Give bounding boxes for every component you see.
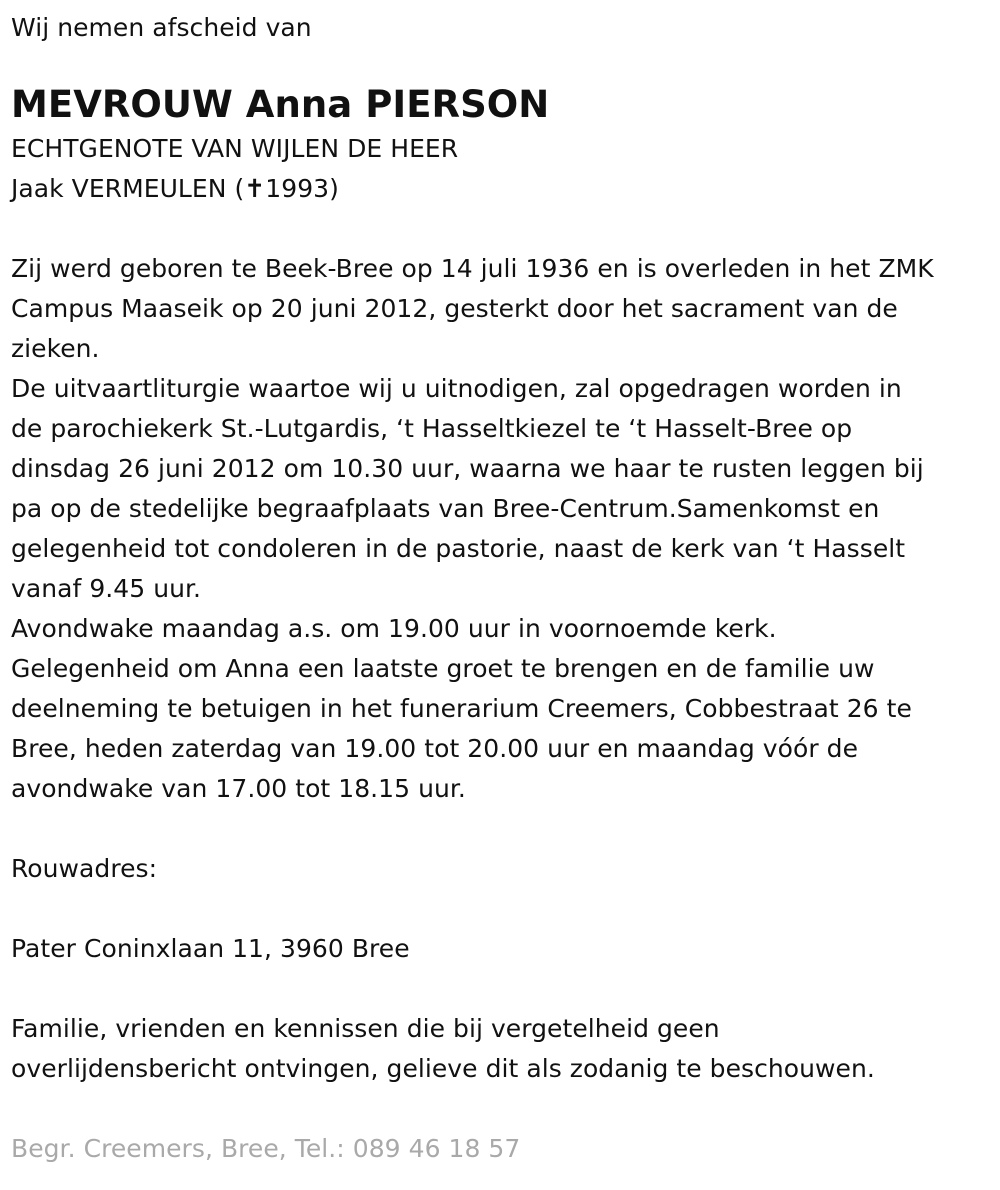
blank-line bbox=[11, 209, 988, 249]
relation-line-2: Jaak VERMEULEN (✝1993) bbox=[11, 174, 339, 203]
deceased-name: MEVROUW Anna PIERSON bbox=[11, 83, 550, 126]
text-line: Avondwake maandag a.s. om 19.00 uur in voornoemde kerk. bbox=[11, 614, 777, 643]
visitation-paragraph bbox=[11, 649, 988, 809]
text-line: De uitvaartliturgie waartoe wij u uitnodigen, zal opgedragen worden in bbox=[11, 374, 902, 403]
text-line: overlijdensbericht ontvingen, gelieve dit als zodanig te beschouwen. bbox=[11, 1054, 875, 1083]
text-line: Campus Maaseik op 20 juni 2012, gesterkt door het sacrament van de bbox=[11, 294, 898, 323]
blank-line bbox=[11, 969, 988, 1009]
blank-line bbox=[11, 1089, 988, 1129]
text-line: Bree, heden zaterdag van 19.00 tot 20.00 uur en maandag vóór de bbox=[11, 734, 858, 763]
text-line: Zij werd geboren te Beek-Bree op 14 juli 1936 en is overleden in het ZMK bbox=[11, 254, 934, 283]
text-line: gelegenheid tot condoleren in de pastorie, naast de kerk van ‘t Hasselt bbox=[11, 534, 906, 563]
text-line: dinsdag 26 juni 2012 om 10.30 uur, waarna we haar te rusten leggen bij bbox=[11, 454, 924, 483]
intro-text: Wij nemen afscheid van bbox=[11, 13, 312, 42]
birth-death-paragraph bbox=[11, 249, 988, 369]
text-line: pa op de stedelijke begraafplaats van Bree-Centrum.Samenkomst en bbox=[11, 494, 880, 523]
vigil-paragraph bbox=[11, 609, 988, 649]
text-line: de parochiekerk St.-Lutgardis, ‘t Hasseltkiezel te ‘t Hasselt-Bree op bbox=[11, 414, 853, 443]
text-line: deelneming te betuigen in het funerarium Creemers, Cobbestraat 26 te bbox=[11, 694, 912, 723]
blank-line bbox=[11, 889, 988, 929]
relation-line-1: ECHTGENOTE VAN WIJLEN DE HEER bbox=[11, 134, 459, 163]
mourning-address: Pater Coninxlaan 11, 3960 Bree bbox=[11, 934, 410, 963]
text-line: avondwake van 17.00 tot 18.15 uur. bbox=[11, 774, 466, 803]
text-line: Familie, vrienden en kennissen die bij vergetelheid geen bbox=[11, 1014, 720, 1043]
mourning-address-label: Rouwadres: bbox=[11, 854, 158, 883]
closing-note bbox=[11, 1009, 988, 1089]
funeral-service-paragraph bbox=[11, 369, 988, 609]
text-line: zieken. bbox=[11, 334, 100, 363]
text-line: Gelegenheid om Anna een laatste groet te brengen en de familie uw bbox=[11, 654, 875, 683]
text-line: vanaf 9.45 uur. bbox=[11, 574, 202, 603]
funeral-director-contact: Begr. Creemers, Bree, Tel.: 089 46 18 57 bbox=[11, 1134, 521, 1163]
blank-line bbox=[11, 809, 988, 849]
